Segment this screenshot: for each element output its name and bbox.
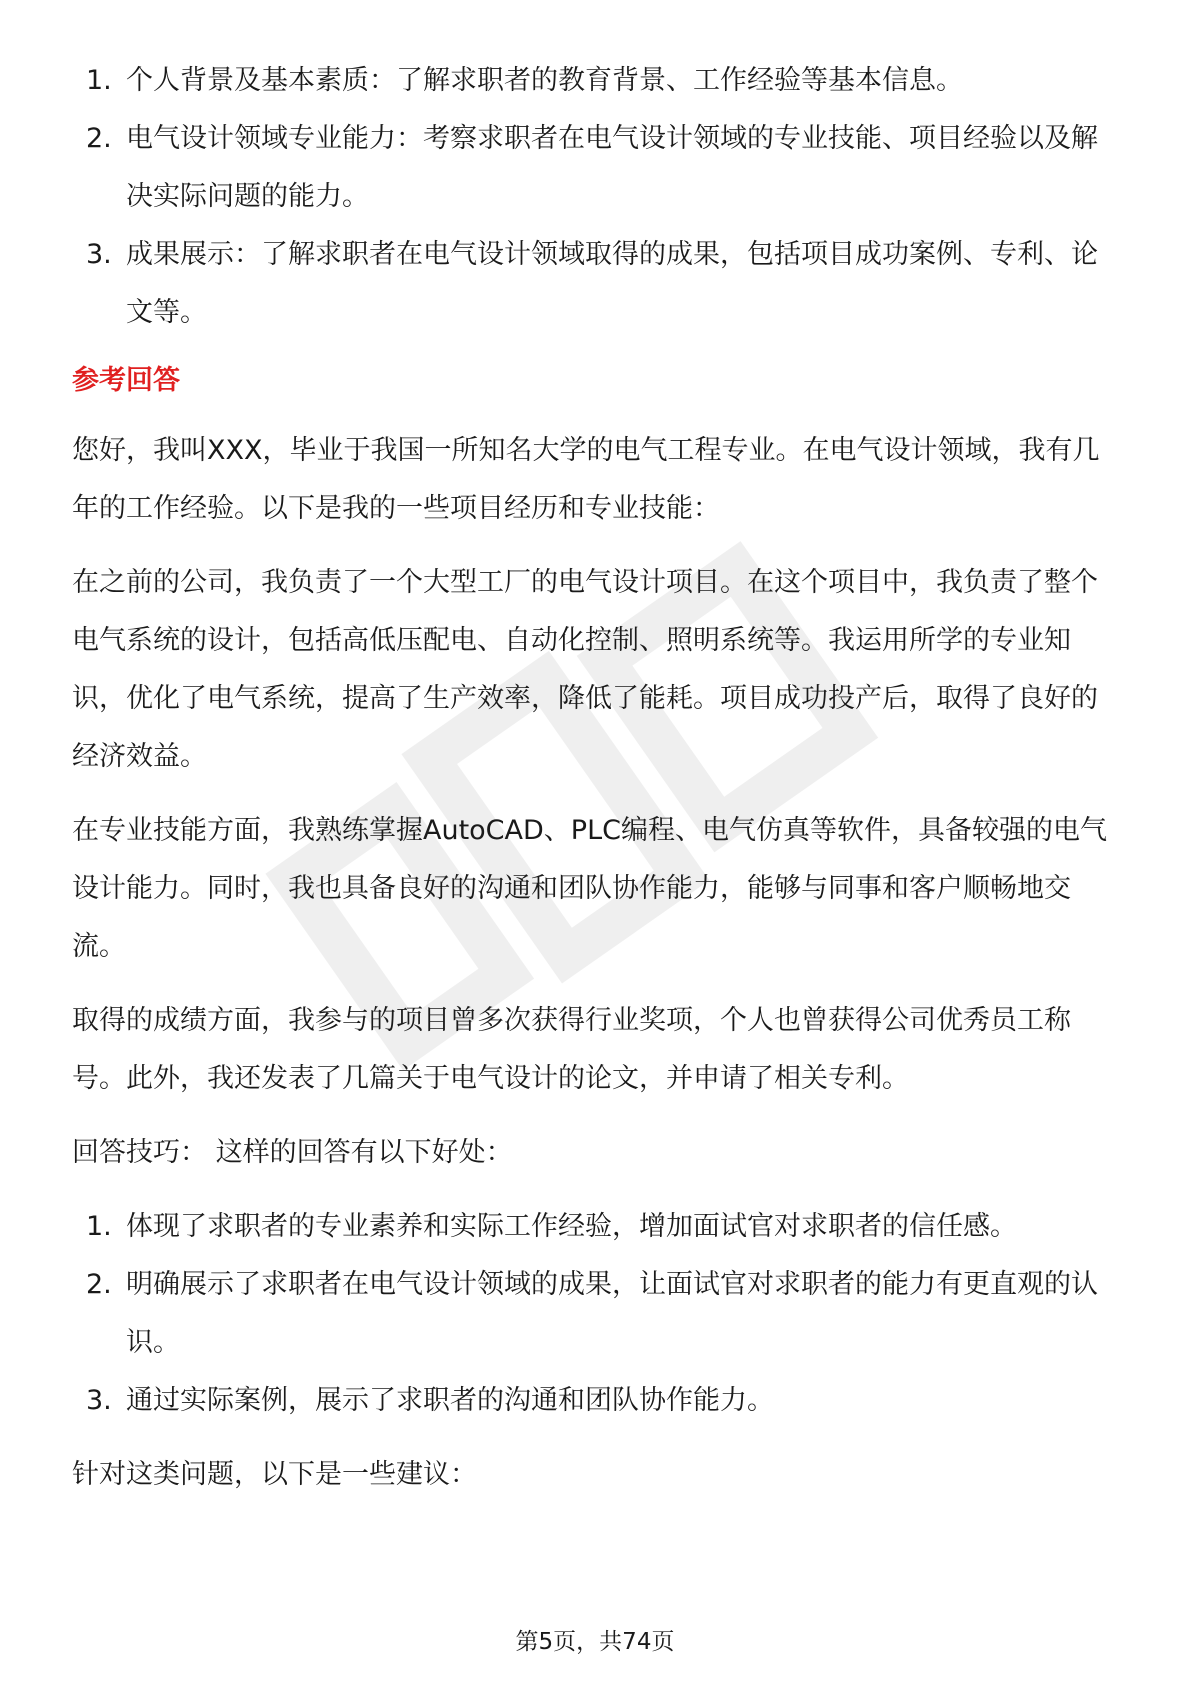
list-number: 1. [86, 1211, 112, 1242]
intro-list [72, 52, 1122, 342]
main-content [72, 52, 1122, 1504]
list-text: 成果展示：了解求职者在电气设计领域取得的成果，包括项目成功案例、专利、论文等。 [126, 239, 1098, 328]
list-text: 明确展示了求职者在电气设计领域的成果，让面试官对求职者的能力有更直观的认识。 [126, 1269, 1098, 1358]
answer-paragraph: 在之前的公司，我负责了一个大型工厂的电气设计项目。在这个项目中，我负责了整个电气系统的设计，包括高低压配电、自动化控制、照明系统等。我运用所学的专业知识，优化了电气系统，提高了生产效率，降低了能耗。项目成功投产后，取得了良好的经济效益。 [72, 567, 1098, 772]
answer-paragraph: 您好，我叫XXX，毕业于我国一所知名大学的电气工程专业。在电气设计领域，我有几年的工作经验。以下是我的一些项目经历和专业技能： [72, 435, 1100, 524]
list-item [72, 1256, 1122, 1372]
list-number: 1. [86, 65, 112, 96]
answer-paragraph: 在专业技能方面，我熟练掌握AutoCAD、PLC编程、电气仿真等软件，具备较强的电气设计能力。同时，我也具备良好的沟通和团队协作能力，能够与同事和客户顺畅地交流。 [72, 815, 1107, 962]
answer-paragraph: 取得的成绩方面，我参与的项目曾多次获得行业奖项，个人也曾获得公司优秀员工称号。此外，我还发表了几篇关于电气设计的论文，并申请了相关专利。 [72, 1005, 1071, 1094]
list-text: 个人背景及基本素质：了解求职者的教育背景、工作经验等基本信息。 [126, 65, 963, 96]
section-title: 参考回答 [72, 365, 180, 396]
closing-paragraph: 针对这类问题，以下是一些建议： [72, 1459, 477, 1490]
tips-heading: 回答技巧： 这样的回答有以下好处： [72, 1137, 513, 1168]
list-item [72, 110, 1122, 226]
list-text: 体现了求职者的专业素养和实际工作经验，增加面试官对求职者的信任感。 [126, 1211, 1017, 1242]
list-number: 3. [86, 1385, 112, 1416]
list-text: 通过实际案例，展示了求职者的沟通和团队协作能力。 [126, 1385, 774, 1416]
tips-list [72, 1198, 1122, 1430]
list-item [72, 1372, 1122, 1430]
list-item [72, 226, 1122, 342]
list-number: 2. [86, 123, 112, 154]
list-number: 3. [86, 239, 112, 270]
list-item [72, 52, 1122, 110]
list-number: 2. [86, 1269, 112, 1300]
list-item [72, 1198, 1122, 1256]
list-text: 电气设计领域专业能力：考察求职者在电气设计领域的专业技能、项目经验以及解决实际问题的能力。 [126, 123, 1098, 212]
page-footer: 第5页，共74页 [515, 1629, 675, 1655]
